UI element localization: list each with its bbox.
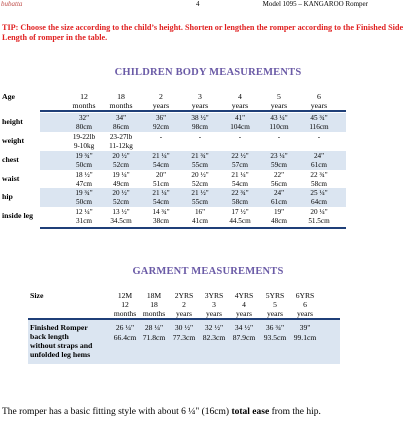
size-num: 6 <box>303 300 307 309</box>
measure-bottom: 38cm <box>153 217 169 225</box>
measure-bottom: 47cm <box>76 180 92 188</box>
measure-top: 12 ¼" <box>75 208 93 216</box>
measure-top: 23 ¼" <box>270 152 288 160</box>
measure-bottom: 52cm <box>192 180 208 188</box>
measure-bottom: 49cm <box>113 180 129 188</box>
measure-top: 32" <box>78 114 90 122</box>
garment-cm: 77.3cm <box>172 333 196 342</box>
garment-row-label-line: Finished Romper <box>30 323 88 332</box>
age-bottom: months <box>72 101 96 110</box>
size-num: 3 <box>212 300 216 309</box>
measure-bottom: 54cm <box>153 198 169 206</box>
measure-bottom: 9-10kg <box>73 142 95 150</box>
measure-bottom: 64cm <box>311 198 327 206</box>
age-top: 6 <box>317 92 321 101</box>
size-code: 4YRS <box>234 291 254 300</box>
size-label: Size <box>30 291 44 300</box>
measure-top: 23-27lb <box>109 133 133 141</box>
measure-bottom: 34.5cm <box>110 217 132 225</box>
garment-measurements-title: GARMENT MEASUREMENTS <box>132 266 284 277</box>
garment-inch: 32 ½" <box>204 323 224 332</box>
measure-bottom: 86cm <box>113 123 129 131</box>
brand-logo: bubatta <box>1 0 23 8</box>
measure-top: 19 ¾" <box>75 152 93 160</box>
garment-row-label-line: unfolded leg hems <box>30 350 91 359</box>
measure-top: 17 ½" <box>231 208 249 216</box>
measure-bottom: 51.5cm <box>308 217 330 225</box>
measure-bottom: 55cm <box>192 198 208 206</box>
measure-bottom: 52cm <box>113 161 129 169</box>
measure-top: 21 ¼" <box>152 152 170 160</box>
row-label-hip: hip <box>2 192 13 201</box>
measure-bottom: 61cm <box>271 198 287 206</box>
size-unit: years <box>205 309 223 318</box>
size-num: 18 <box>150 300 158 309</box>
measure-top: 38 ½" <box>191 114 209 122</box>
garment-cm: 66.4cm <box>113 333 137 342</box>
page-header <box>0 0 416 12</box>
age-bottom: years <box>191 101 209 110</box>
size-num: 4 <box>242 300 246 309</box>
measure-bottom: 55cm <box>192 161 208 169</box>
age-top: 5 <box>277 92 281 101</box>
measure-top: 19-22lb <box>72 133 96 141</box>
age-top: 18 <box>117 92 125 101</box>
body-measurements-title: CHILDREN BODY MEASUREMENTS <box>114 67 302 78</box>
measure-bottom: 54cm <box>153 161 169 169</box>
age-bottom: years <box>152 101 170 110</box>
measure-top: 19 ¼" <box>112 171 130 179</box>
measure-top: 22" <box>273 171 285 179</box>
size-unit: years <box>235 309 253 318</box>
measure-bottom: 61cm <box>311 161 327 169</box>
measure-bottom: 58cm <box>232 198 248 206</box>
measure-bottom: 110cm <box>269 123 289 131</box>
age-label: Age <box>2 92 15 101</box>
age-top: 3 <box>198 92 202 101</box>
measure-top: - <box>238 133 242 141</box>
garment-cm: 99.1cm <box>293 333 317 342</box>
size-unit: years <box>175 309 193 318</box>
measure-top: 43 ¼" <box>270 114 288 122</box>
size-unit: years <box>296 309 314 318</box>
age-bottom: months <box>109 101 133 110</box>
measure-top: - <box>317 133 321 141</box>
size-num: 5 <box>273 300 277 309</box>
measure-top: 21 ¾" <box>191 152 209 160</box>
measure-top: 36" <box>155 114 167 122</box>
measure-bottom: 104cm <box>230 123 250 131</box>
bottom-rule <box>40 227 346 229</box>
garment-cm: 82.3cm <box>202 333 226 342</box>
measure-top: 25 ¼" <box>310 189 328 197</box>
age-top: 4 <box>238 92 242 101</box>
measure-top: - <box>198 133 202 141</box>
garment-inch: 39" <box>299 323 311 332</box>
model-title: Model 1095 – KANGAROO Romper <box>262 0 368 8</box>
measure-bottom: 56cm <box>271 180 287 188</box>
age-bottom: years <box>270 101 288 110</box>
size-unit: years <box>266 309 284 318</box>
measure-top: 20 ½" <box>112 152 130 160</box>
measure-bottom: 44.5cm <box>229 217 251 225</box>
garment-inch: 30 ½" <box>174 323 194 332</box>
header-rule <box>40 110 346 112</box>
garment-inch: 36 ¾" <box>265 323 285 332</box>
measure-top: 45 ¾" <box>310 114 328 122</box>
age-bottom: years <box>310 101 328 110</box>
garment-cm: 87.9cm <box>232 333 256 342</box>
measure-bottom: 51cm <box>153 180 169 188</box>
size-code: 18M <box>146 291 162 300</box>
measure-top: - <box>277 133 281 141</box>
measure-top: 24" <box>313 152 325 160</box>
garment-inch: 28 ¼" <box>144 323 164 332</box>
size-code: 3YRS <box>204 291 224 300</box>
measure-top: 34" <box>115 114 127 122</box>
measure-top: 20" <box>155 171 167 179</box>
age-top: 2 <box>159 92 163 101</box>
size-code: 12M <box>117 291 133 300</box>
garment-inch: 26 ¼" <box>115 323 135 332</box>
measure-bottom: 116cm <box>309 123 329 131</box>
measure-bottom: 57cm <box>232 161 248 169</box>
measure-top: 41" <box>234 114 246 122</box>
footer-note: The romper has a basic fitting style with about 6 ¼" (16cm) total ease from the hip. <box>2 407 321 417</box>
size-num: 12 <box>121 300 129 309</box>
measure-top: 20 ½" <box>112 189 130 197</box>
measure-bottom: 54cm <box>232 180 248 188</box>
measure-top: 21 ¼" <box>152 189 170 197</box>
age-top: 12 <box>80 92 88 101</box>
measure-bottom: 41cm <box>192 217 208 225</box>
measure-top: 24" <box>273 189 285 197</box>
measure-top: 18 ½" <box>75 171 93 179</box>
measure-top: 20 ¼" <box>310 208 328 216</box>
row-label-inside-leg: inside leg <box>2 211 33 220</box>
page-number: 4 <box>196 0 200 8</box>
size-num: 2 <box>182 300 186 309</box>
measure-top: 19 ¾" <box>75 189 93 197</box>
age-bottom: years <box>231 101 249 110</box>
measure-top: 14 ¾" <box>152 208 170 216</box>
measure-top: 21 ¼" <box>231 171 249 179</box>
garment-inch: 34 ½" <box>234 323 254 332</box>
size-code: 2YRS <box>174 291 194 300</box>
measure-bottom: 31cm <box>76 217 92 225</box>
row-label-chest: chest <box>2 155 19 164</box>
row-label-waist: waist <box>2 174 20 183</box>
measure-bottom: 92cm <box>153 123 169 131</box>
garment-cm: 93.5cm <box>263 333 287 342</box>
measure-bottom: 98cm <box>192 123 208 131</box>
garment-row-label-line: without straps and <box>30 341 93 350</box>
garment-row-label-line: back length <box>30 332 69 341</box>
garment-cm: 71.8cm <box>142 333 166 342</box>
measure-top: 16" <box>194 208 206 216</box>
tip-text: TIP: Choose the size according to the child’s height. Shorten or lengthen the romper according to the Finished Side Length of romper in the table. <box>2 23 404 42</box>
measure-bottom: 11-12kg <box>109 142 133 150</box>
size-unit: months <box>113 309 137 318</box>
measure-bottom: 50cm <box>76 161 92 169</box>
measure-bottom: 59cm <box>271 161 287 169</box>
measure-top: 22 ½" <box>231 152 249 160</box>
measure-top: 21 ½" <box>191 189 209 197</box>
measure-bottom: 50cm <box>76 198 92 206</box>
size-code: 6YRS <box>295 291 315 300</box>
size-unit: months <box>142 309 166 318</box>
measure-top: 22 ¾" <box>310 171 328 179</box>
row-label-height: height <box>2 117 23 126</box>
measure-top: 13 ½" <box>112 208 130 216</box>
measure-top: - <box>159 133 163 141</box>
row-label-weight: weight <box>2 136 25 145</box>
measure-bottom: 52cm <box>113 198 129 206</box>
measure-bottom: 58cm <box>311 180 327 188</box>
ease-bold: total ease <box>231 407 270 417</box>
measure-top: 19" <box>273 208 285 216</box>
measure-top: 20 ½" <box>191 171 209 179</box>
measure-bottom: 48cm <box>271 217 287 225</box>
measure-bottom: 80cm <box>76 123 92 131</box>
measure-top: 22 ¾" <box>231 189 249 197</box>
size-code: 5YRS <box>265 291 285 300</box>
